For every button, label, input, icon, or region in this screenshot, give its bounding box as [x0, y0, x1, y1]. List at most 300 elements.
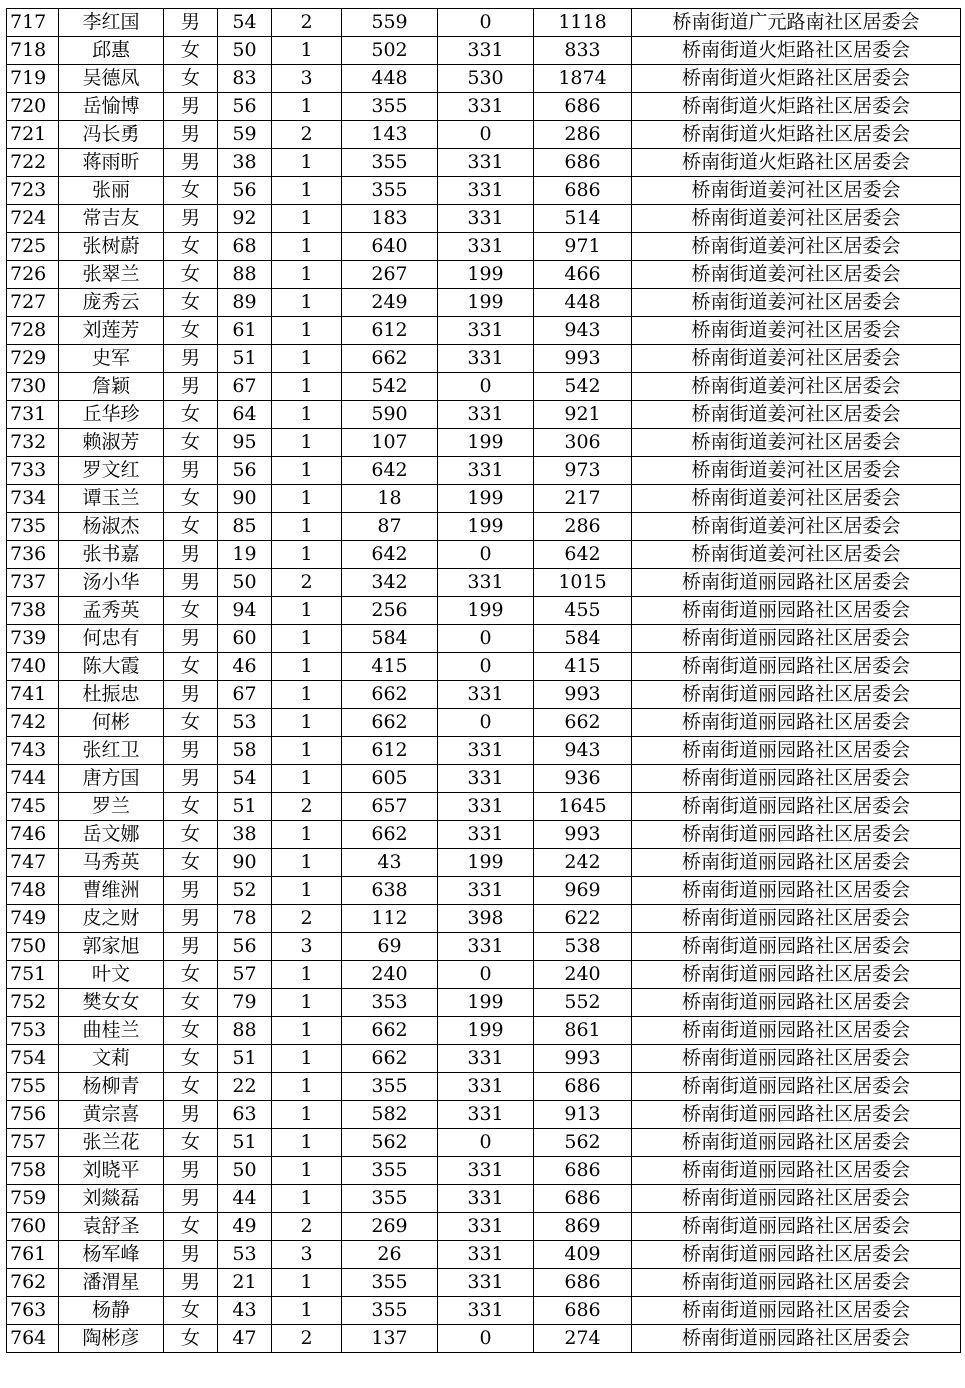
table-row — [7, 261, 961, 289]
community-name-cell: 桥南街道丽园路社区居委会 — [632, 1017, 961, 1045]
community-name-cell: 桥南街道丽园路社区居委会 — [632, 737, 961, 765]
gender-cell: 男 — [164, 877, 218, 905]
person-name-cell: 蒋雨昕 — [59, 149, 164, 177]
total-amount-cell: 306 — [534, 429, 632, 457]
household-size-cell: 1 — [272, 1157, 342, 1185]
table-row — [7, 317, 961, 345]
total-amount-cell: 562 — [534, 1129, 632, 1157]
gender-cell: 女 — [164, 485, 218, 513]
gender-cell: 女 — [164, 1325, 218, 1353]
age-cell: 21 — [218, 1269, 272, 1297]
row-number-cell: 720 — [7, 93, 59, 121]
gender-cell: 女 — [164, 821, 218, 849]
person-name-cell: 张树蔚 — [59, 233, 164, 261]
household-size-cell: 1 — [272, 1045, 342, 1073]
person-name-cell: 潘渭星 — [59, 1269, 164, 1297]
person-name-cell: 罗文红 — [59, 457, 164, 485]
row-number-cell: 763 — [7, 1297, 59, 1325]
community-name-cell: 桥南街道丽园路社区居委会 — [632, 877, 961, 905]
table-row — [7, 1269, 961, 1297]
table-row — [7, 597, 961, 625]
amount-a-cell: 562 — [342, 1129, 438, 1157]
age-cell: 56 — [218, 177, 272, 205]
row-number-cell: 731 — [7, 401, 59, 429]
amount-a-cell: 638 — [342, 877, 438, 905]
amount-a-cell: 662 — [342, 709, 438, 737]
row-number-cell: 719 — [7, 65, 59, 93]
gender-cell: 男 — [164, 93, 218, 121]
age-cell: 44 — [218, 1185, 272, 1213]
gender-cell: 女 — [164, 37, 218, 65]
amount-a-cell: 612 — [342, 317, 438, 345]
person-name-cell: 何忠有 — [59, 625, 164, 653]
amount-b-cell: 331 — [438, 149, 534, 177]
age-cell: 88 — [218, 1017, 272, 1045]
amount-b-cell: 199 — [438, 989, 534, 1017]
amount-a-cell: 502 — [342, 37, 438, 65]
row-number-cell: 759 — [7, 1185, 59, 1213]
table-row — [7, 1101, 961, 1129]
household-size-cell: 1 — [272, 373, 342, 401]
person-name-cell: 邱惠 — [59, 37, 164, 65]
amount-b-cell: 199 — [438, 849, 534, 877]
amount-b-cell: 331 — [438, 1045, 534, 1073]
person-name-cell: 曹维洲 — [59, 877, 164, 905]
row-number-cell: 739 — [7, 625, 59, 653]
person-name-cell: 张书嘉 — [59, 541, 164, 569]
community-name-cell: 桥南街道丽园路社区居委会 — [632, 821, 961, 849]
gender-cell: 女 — [164, 401, 218, 429]
total-amount-cell: 409 — [534, 1241, 632, 1269]
gender-cell: 男 — [164, 569, 218, 597]
row-number-cell: 762 — [7, 1269, 59, 1297]
total-amount-cell: 686 — [534, 1297, 632, 1325]
household-size-cell: 2 — [272, 793, 342, 821]
household-size-cell: 1 — [272, 821, 342, 849]
age-cell: 54 — [218, 9, 272, 37]
row-number-cell: 745 — [7, 793, 59, 821]
amount-a-cell: 355 — [342, 177, 438, 205]
table-row — [7, 149, 961, 177]
amount-a-cell: 559 — [342, 9, 438, 37]
household-size-cell: 1 — [272, 401, 342, 429]
gender-cell: 女 — [164, 1073, 218, 1101]
person-name-cell: 马秀英 — [59, 849, 164, 877]
age-cell: 68 — [218, 233, 272, 261]
row-number-cell: 724 — [7, 205, 59, 233]
row-number-cell: 730 — [7, 373, 59, 401]
person-name-cell: 罗兰 — [59, 793, 164, 821]
person-name-cell: 常吉友 — [59, 205, 164, 233]
household-size-cell: 1 — [272, 1073, 342, 1101]
table-row — [7, 205, 961, 233]
age-cell: 85 — [218, 513, 272, 541]
total-amount-cell: 286 — [534, 121, 632, 149]
total-amount-cell: 869 — [534, 1213, 632, 1241]
amount-a-cell: 662 — [342, 345, 438, 373]
table-row — [7, 1017, 961, 1045]
community-name-cell: 桥南街道丽园路社区居委会 — [632, 681, 961, 709]
table-row — [7, 289, 961, 317]
amount-b-cell: 398 — [438, 905, 534, 933]
table-row — [7, 1045, 961, 1073]
household-size-cell: 1 — [272, 541, 342, 569]
amount-a-cell: 107 — [342, 429, 438, 457]
row-number-cell: 742 — [7, 709, 59, 737]
row-number-cell: 718 — [7, 37, 59, 65]
amount-a-cell: 662 — [342, 681, 438, 709]
amount-a-cell: 355 — [342, 1157, 438, 1185]
table-row — [7, 401, 961, 429]
total-amount-cell: 538 — [534, 933, 632, 961]
age-cell: 59 — [218, 121, 272, 149]
amount-b-cell: 0 — [438, 541, 534, 569]
person-name-cell: 吴德凤 — [59, 65, 164, 93]
row-number-cell: 721 — [7, 121, 59, 149]
age-cell: 83 — [218, 65, 272, 93]
household-size-cell: 2 — [272, 1325, 342, 1353]
table-row — [7, 65, 961, 93]
total-amount-cell: 286 — [534, 513, 632, 541]
amount-b-cell: 331 — [438, 317, 534, 345]
person-name-cell: 杨淑杰 — [59, 513, 164, 541]
amount-b-cell: 331 — [438, 1101, 534, 1129]
total-amount-cell: 969 — [534, 877, 632, 905]
table-row — [7, 709, 961, 737]
age-cell: 92 — [218, 205, 272, 233]
gender-cell: 男 — [164, 373, 218, 401]
table-row — [7, 233, 961, 261]
gender-cell: 男 — [164, 625, 218, 653]
age-cell: 49 — [218, 1213, 272, 1241]
amount-a-cell: 137 — [342, 1325, 438, 1353]
community-name-cell: 桥南街道姜河社区居委会 — [632, 457, 961, 485]
total-amount-cell: 240 — [534, 961, 632, 989]
household-size-cell: 2 — [272, 905, 342, 933]
age-cell: 94 — [218, 597, 272, 625]
row-number-cell: 754 — [7, 1045, 59, 1073]
community-name-cell: 桥南街道丽园路社区居委会 — [632, 989, 961, 1017]
community-name-cell: 桥南街道丽园路社区居委会 — [632, 1213, 961, 1241]
community-name-cell: 桥南街道丽园路社区居委会 — [632, 625, 961, 653]
gender-cell: 女 — [164, 1129, 218, 1157]
table-row — [7, 569, 961, 597]
amount-a-cell: 353 — [342, 989, 438, 1017]
gender-cell: 女 — [164, 261, 218, 289]
gender-cell: 女 — [164, 961, 218, 989]
total-amount-cell: 415 — [534, 653, 632, 681]
household-size-cell: 1 — [272, 961, 342, 989]
total-amount-cell: 686 — [534, 1185, 632, 1213]
table-row — [7, 1157, 961, 1185]
amount-b-cell: 331 — [438, 93, 534, 121]
person-name-cell: 郭家旭 — [59, 933, 164, 961]
gender-cell: 男 — [164, 457, 218, 485]
table-row — [7, 429, 961, 457]
data-table — [6, 8, 961, 1353]
amount-a-cell: 249 — [342, 289, 438, 317]
row-number-cell: 755 — [7, 1073, 59, 1101]
amount-b-cell: 0 — [438, 625, 534, 653]
gender-cell: 男 — [164, 1241, 218, 1269]
person-name-cell: 刘燚磊 — [59, 1185, 164, 1213]
row-number-cell: 758 — [7, 1157, 59, 1185]
amount-b-cell: 331 — [438, 821, 534, 849]
household-size-cell: 1 — [272, 709, 342, 737]
community-name-cell: 桥南街道丽园路社区居委会 — [632, 961, 961, 989]
community-name-cell: 桥南街道姜河社区居委会 — [632, 317, 961, 345]
row-number-cell: 733 — [7, 457, 59, 485]
household-size-cell: 3 — [272, 933, 342, 961]
table-row — [7, 793, 961, 821]
amount-b-cell: 331 — [438, 933, 534, 961]
household-size-cell: 2 — [272, 569, 342, 597]
community-name-cell: 桥南街道丽园路社区居委会 — [632, 1269, 961, 1297]
gender-cell: 男 — [164, 737, 218, 765]
community-name-cell: 桥南街道丽园路社区居委会 — [632, 905, 961, 933]
amount-b-cell: 331 — [438, 401, 534, 429]
total-amount-cell: 455 — [534, 597, 632, 625]
household-size-cell: 1 — [272, 345, 342, 373]
amount-a-cell: 590 — [342, 401, 438, 429]
amount-b-cell: 199 — [438, 261, 534, 289]
total-amount-cell: 686 — [534, 93, 632, 121]
row-number-cell: 734 — [7, 485, 59, 513]
person-name-cell: 叶文 — [59, 961, 164, 989]
community-name-cell: 桥南街道火炬路社区居委会 — [632, 121, 961, 149]
community-name-cell: 桥南街道丽园路社区居委会 — [632, 933, 961, 961]
amount-a-cell: 415 — [342, 653, 438, 681]
age-cell: 50 — [218, 1157, 272, 1185]
gender-cell: 男 — [164, 149, 218, 177]
table-row — [7, 849, 961, 877]
amount-a-cell: 183 — [342, 205, 438, 233]
community-name-cell: 桥南街道姜河社区居委会 — [632, 205, 961, 233]
amount-a-cell: 355 — [342, 1073, 438, 1101]
total-amount-cell: 584 — [534, 625, 632, 653]
household-size-cell: 3 — [272, 1241, 342, 1269]
amount-a-cell: 69 — [342, 933, 438, 961]
person-name-cell: 庞秀云 — [59, 289, 164, 317]
age-cell: 22 — [218, 1073, 272, 1101]
table-row — [7, 37, 961, 65]
table-row — [7, 513, 961, 541]
community-name-cell: 桥南街道姜河社区居委会 — [632, 233, 961, 261]
amount-b-cell: 331 — [438, 177, 534, 205]
total-amount-cell: 622 — [534, 905, 632, 933]
community-name-cell: 桥南街道丽园路社区居委会 — [632, 1073, 961, 1101]
amount-b-cell: 331 — [438, 205, 534, 233]
household-size-cell: 1 — [272, 261, 342, 289]
row-number-cell: 717 — [7, 9, 59, 37]
person-name-cell: 杨军峰 — [59, 1241, 164, 1269]
community-name-cell: 桥南街道丽园路社区居委会 — [632, 653, 961, 681]
community-name-cell: 桥南街道丽园路社区居委会 — [632, 793, 961, 821]
community-name-cell: 桥南街道姜河社区居委会 — [632, 513, 961, 541]
amount-b-cell: 331 — [438, 877, 534, 905]
person-name-cell: 丘华珍 — [59, 401, 164, 429]
row-number-cell: 736 — [7, 541, 59, 569]
household-size-cell: 1 — [272, 597, 342, 625]
total-amount-cell: 1118 — [534, 9, 632, 37]
community-name-cell: 桥南街道丽园路社区居委会 — [632, 1045, 961, 1073]
household-size-cell: 1 — [272, 177, 342, 205]
total-amount-cell: 921 — [534, 401, 632, 429]
gender-cell: 男 — [164, 1101, 218, 1129]
amount-a-cell: 43 — [342, 849, 438, 877]
community-name-cell: 桥南街道丽园路社区居委会 — [632, 1325, 961, 1353]
total-amount-cell: 993 — [534, 1045, 632, 1073]
amount-a-cell: 662 — [342, 1045, 438, 1073]
household-size-cell: 1 — [272, 1017, 342, 1045]
person-name-cell: 史军 — [59, 345, 164, 373]
amount-b-cell: 331 — [438, 1073, 534, 1101]
amount-a-cell: 26 — [342, 1241, 438, 1269]
table-row — [7, 1213, 961, 1241]
household-size-cell: 2 — [272, 121, 342, 149]
gender-cell: 男 — [164, 9, 218, 37]
community-name-cell: 桥南街道姜河社区居委会 — [632, 261, 961, 289]
amount-a-cell: 542 — [342, 373, 438, 401]
community-name-cell: 桥南街道丽园路社区居委会 — [632, 1157, 961, 1185]
amount-b-cell: 0 — [438, 9, 534, 37]
person-name-cell: 詹颖 — [59, 373, 164, 401]
person-name-cell: 曲桂兰 — [59, 1017, 164, 1045]
community-name-cell: 桥南街道姜河社区居委会 — [632, 345, 961, 373]
amount-b-cell: 0 — [438, 1325, 534, 1353]
table-row — [7, 989, 961, 1017]
amount-b-cell: 331 — [438, 793, 534, 821]
age-cell: 38 — [218, 821, 272, 849]
community-name-cell: 桥南街道丽园路社区居委会 — [632, 1129, 961, 1157]
gender-cell: 男 — [164, 1157, 218, 1185]
household-size-cell: 1 — [272, 233, 342, 261]
row-number-cell: 740 — [7, 653, 59, 681]
amount-b-cell: 199 — [438, 1017, 534, 1045]
table-row — [7, 541, 961, 569]
table-row — [7, 1185, 961, 1213]
age-cell: 54 — [218, 765, 272, 793]
amount-a-cell: 355 — [342, 1269, 438, 1297]
household-size-cell: 1 — [272, 877, 342, 905]
community-name-cell: 桥南街道丽园路社区居委会 — [632, 1185, 961, 1213]
age-cell: 89 — [218, 289, 272, 317]
table-row — [7, 177, 961, 205]
table-row — [7, 625, 961, 653]
gender-cell: 女 — [164, 1297, 218, 1325]
community-name-cell: 桥南街道火炬路社区居委会 — [632, 37, 961, 65]
household-size-cell: 1 — [272, 93, 342, 121]
row-number-cell: 732 — [7, 429, 59, 457]
household-size-cell: 2 — [272, 9, 342, 37]
total-amount-cell: 686 — [534, 177, 632, 205]
age-cell: 61 — [218, 317, 272, 345]
table-row — [7, 961, 961, 989]
gender-cell: 男 — [164, 345, 218, 373]
total-amount-cell: 861 — [534, 1017, 632, 1045]
total-amount-cell: 662 — [534, 709, 632, 737]
total-amount-cell: 514 — [534, 205, 632, 233]
total-amount-cell: 686 — [534, 149, 632, 177]
household-size-cell: 1 — [272, 681, 342, 709]
age-cell: 79 — [218, 989, 272, 1017]
total-amount-cell: 1645 — [534, 793, 632, 821]
person-name-cell: 陶彬彦 — [59, 1325, 164, 1353]
gender-cell: 男 — [164, 905, 218, 933]
gender-cell: 女 — [164, 317, 218, 345]
gender-cell: 女 — [164, 989, 218, 1017]
household-size-cell: 1 — [272, 1297, 342, 1325]
amount-a-cell: 355 — [342, 1185, 438, 1213]
row-number-cell: 744 — [7, 765, 59, 793]
gender-cell: 女 — [164, 1017, 218, 1045]
amount-a-cell: 355 — [342, 1297, 438, 1325]
household-size-cell: 1 — [272, 1185, 342, 1213]
community-name-cell: 桥南街道火炬路社区居委会 — [632, 149, 961, 177]
total-amount-cell: 542 — [534, 373, 632, 401]
total-amount-cell: 466 — [534, 261, 632, 289]
amount-a-cell: 342 — [342, 569, 438, 597]
age-cell: 51 — [218, 345, 272, 373]
community-name-cell: 桥南街道姜河社区居委会 — [632, 485, 961, 513]
amount-a-cell: 640 — [342, 233, 438, 261]
household-size-cell: 1 — [272, 317, 342, 345]
row-number-cell: 723 — [7, 177, 59, 205]
row-number-cell: 750 — [7, 933, 59, 961]
amount-b-cell: 331 — [438, 737, 534, 765]
row-number-cell: 729 — [7, 345, 59, 373]
age-cell: 52 — [218, 877, 272, 905]
row-number-cell: 753 — [7, 1017, 59, 1045]
age-cell: 60 — [218, 625, 272, 653]
gender-cell: 女 — [164, 429, 218, 457]
amount-b-cell: 331 — [438, 765, 534, 793]
household-size-cell: 1 — [272, 737, 342, 765]
community-name-cell: 桥南街道丽园路社区居委会 — [632, 1101, 961, 1129]
person-name-cell: 李红国 — [59, 9, 164, 37]
amount-a-cell: 448 — [342, 65, 438, 93]
amount-a-cell: 662 — [342, 821, 438, 849]
age-cell: 63 — [218, 1101, 272, 1129]
person-name-cell: 孟秀英 — [59, 597, 164, 625]
amount-b-cell: 331 — [438, 233, 534, 261]
row-number-cell: 764 — [7, 1325, 59, 1353]
table-row — [7, 933, 961, 961]
household-size-cell: 1 — [272, 765, 342, 793]
total-amount-cell: 1015 — [534, 569, 632, 597]
household-size-cell: 1 — [272, 849, 342, 877]
amount-b-cell: 331 — [438, 345, 534, 373]
table-row — [7, 345, 961, 373]
amount-b-cell: 331 — [438, 1213, 534, 1241]
total-amount-cell: 448 — [534, 289, 632, 317]
total-amount-cell: 242 — [534, 849, 632, 877]
amount-b-cell: 331 — [438, 1297, 534, 1325]
household-size-cell: 1 — [272, 205, 342, 233]
community-name-cell: 桥南街道丽园路社区居委会 — [632, 597, 961, 625]
person-name-cell: 谭玉兰 — [59, 485, 164, 513]
community-name-cell: 桥南街道姜河社区居委会 — [632, 429, 961, 457]
community-name-cell: 桥南街道丽园路社区居委会 — [632, 765, 961, 793]
community-name-cell: 桥南街道姜河社区居委会 — [632, 177, 961, 205]
community-name-cell: 桥南街道丽园路社区居委会 — [632, 709, 961, 737]
amount-b-cell: 530 — [438, 65, 534, 93]
total-amount-cell: 971 — [534, 233, 632, 261]
amount-a-cell: 355 — [342, 149, 438, 177]
row-number-cell: 747 — [7, 849, 59, 877]
gender-cell: 女 — [164, 1045, 218, 1073]
community-name-cell: 桥南街道丽园路社区居委会 — [632, 1241, 961, 1269]
